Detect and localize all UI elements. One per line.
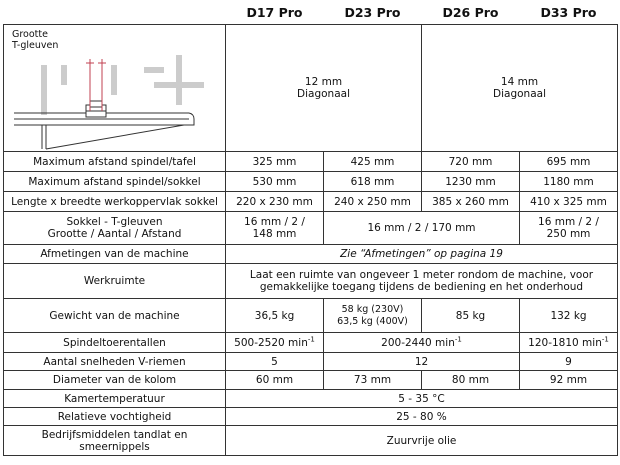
label-speeds: Spindeltoerentallen xyxy=(4,333,226,353)
cell: 92 mm xyxy=(520,371,618,390)
cell-workspace xyxy=(226,264,618,299)
row-lubricant xyxy=(4,426,618,456)
unit-exponent: -1 xyxy=(307,335,315,343)
model-d33: D33 Pro xyxy=(520,2,618,25)
label-spindle-table: Maximum afstand spindel/tafel xyxy=(4,152,226,172)
row-spindle-table xyxy=(4,152,618,172)
cell: 132 kg xyxy=(520,299,618,333)
cell: 220 x 230 mm xyxy=(226,192,324,212)
cell-line: 16 mm / 2 / xyxy=(538,216,599,228)
cell: 12 xyxy=(324,353,520,371)
label-lubricant-line2: smeernippels xyxy=(79,440,150,453)
tslot-diagram xyxy=(4,25,226,152)
label-base-surface: Lengte x breedte werkoppervlak sokkel xyxy=(4,192,226,212)
row-belts xyxy=(4,353,618,371)
cell-base-slots-d33 xyxy=(520,212,618,245)
row-speeds xyxy=(4,333,618,353)
cell-weight-d23 xyxy=(324,299,422,333)
label-belts: Aantal snelheden V-riemen xyxy=(4,353,226,371)
label-room-temp: Kamertemperatuur xyxy=(4,390,226,408)
cell-line: 63,5 kg (400V) xyxy=(337,315,408,327)
row-room-temp xyxy=(4,390,618,408)
cell: 385 x 260 mm xyxy=(422,192,520,212)
cell: 695 mm xyxy=(520,152,618,172)
cell-text: 120-1810 min xyxy=(528,336,602,349)
model-d26: D26 Pro xyxy=(422,2,520,25)
table-cross-section-drawing xyxy=(4,25,224,151)
cell-speeds-d17 xyxy=(226,333,324,353)
row-tslot-size xyxy=(4,25,618,152)
row-humidity xyxy=(4,408,618,426)
tslot-size-d17-d23 xyxy=(226,25,422,152)
workspace-line2: gemakkelijke toegang tijdens de bediening en het onderhoud xyxy=(259,281,584,293)
tslot-size-a-value: 12 mm xyxy=(304,76,343,88)
cell-dimensions-ref: Zie “Afmetingen” op pagina 19 xyxy=(226,245,618,264)
cell: 36,5 kg xyxy=(226,299,324,333)
cell: 60 mm xyxy=(226,371,324,390)
row-column xyxy=(4,371,618,390)
row-base-slots xyxy=(4,212,618,245)
cell-line: 16 mm / 2 / xyxy=(244,216,305,228)
label-base-slots-line1: Sokkel - T-gleuven xyxy=(66,216,163,228)
cell: 1230 mm xyxy=(422,172,520,192)
diagram-label-line1: Grootte xyxy=(12,29,48,40)
tslot-size-a-note: Diagonaal xyxy=(297,88,350,100)
cell: 73 mm xyxy=(324,371,422,390)
cell-speeds-d23-d26 xyxy=(324,333,520,353)
cell: 1180 mm xyxy=(520,172,618,192)
row-weight xyxy=(4,299,618,333)
cell-text: 200-2440 min xyxy=(381,336,455,349)
diagram-label-line2: T-gleuven xyxy=(12,40,59,51)
header-row xyxy=(4,2,618,25)
row-workspace xyxy=(4,264,618,299)
cell: 5 - 35 °C xyxy=(226,390,618,408)
label-humidity: Relatieve vochtigheid xyxy=(4,408,226,426)
model-d17: D17 Pro xyxy=(226,2,324,25)
cell: 25 - 80 % xyxy=(226,408,618,426)
header-blank xyxy=(4,2,226,25)
cell: 240 x 250 mm xyxy=(324,192,422,212)
label-base-slots xyxy=(4,212,226,245)
cell-line: 148 mm xyxy=(252,228,297,240)
workspace-line1: Laat een ruimte van ongeveer 1 meter rondom de machine, voor xyxy=(249,269,594,281)
cell-line: 250 mm xyxy=(546,228,591,240)
cell-speeds-d33 xyxy=(520,333,618,353)
cell-base-slots-d17 xyxy=(226,212,324,245)
cell-text: 500-2520 min xyxy=(234,336,308,349)
model-d23: D23 Pro xyxy=(324,2,422,25)
spec-table xyxy=(3,2,618,456)
cell: 5 xyxy=(226,353,324,371)
cell: 530 mm xyxy=(226,172,324,192)
cell: 85 kg xyxy=(422,299,520,333)
cell: 325 mm xyxy=(226,152,324,172)
tslot-size-b-note: Diagonaal xyxy=(493,88,546,100)
cell: 425 mm xyxy=(324,152,422,172)
row-spindle-base xyxy=(4,172,618,192)
cell: 720 mm xyxy=(422,152,520,172)
label-weight: Gewicht van de machine xyxy=(4,299,226,333)
cell: 9 xyxy=(520,353,618,371)
label-spindle-base: Maximum afstand spindel/sokkel xyxy=(4,172,226,192)
tslot-size-b-value: 14 mm xyxy=(500,76,539,88)
row-base-surface xyxy=(4,192,618,212)
label-dimensions: Afmetingen van de machine xyxy=(4,245,226,264)
cell: 410 x 325 mm xyxy=(520,192,618,212)
cell: 618 mm xyxy=(324,172,422,192)
label-base-slots-line2: Grootte / Aantal / Afstand xyxy=(47,228,182,240)
unit-exponent: -1 xyxy=(601,335,609,343)
cell: 80 mm xyxy=(422,371,520,390)
label-lubricant xyxy=(4,426,226,456)
cell-base-slots-d23-d26: 16 mm / 2 / 170 mm xyxy=(324,212,520,245)
unit-exponent: -1 xyxy=(454,335,462,343)
cell-line: 58 kg (230V) xyxy=(341,303,404,315)
label-workspace: Werkruimte xyxy=(4,264,226,299)
row-dimensions xyxy=(4,245,618,264)
tslot-size-d26-d33 xyxy=(422,25,618,152)
label-column: Diameter van de kolom xyxy=(4,371,226,390)
label-lubricant-line1: Bedrijfsmiddelen tandlat en xyxy=(41,428,188,441)
cell: Zuurvrije olie xyxy=(226,426,618,456)
